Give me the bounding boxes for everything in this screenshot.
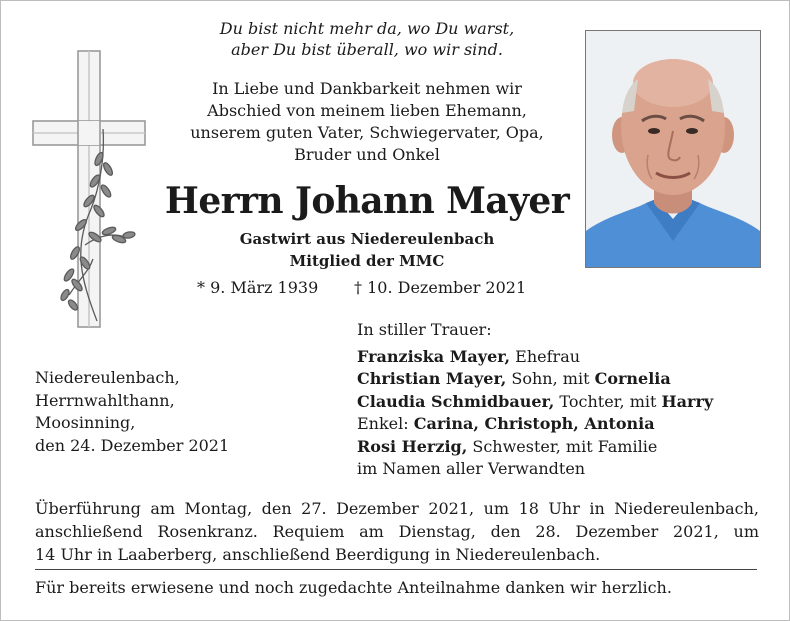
mourner-name: Claudia Schmidbauer, (357, 391, 555, 411)
birth-date: * 9. März 1939 (197, 278, 319, 297)
intro-line: Abschied von meinem lieben Ehemann, (207, 101, 527, 120)
place-line: Niedereulenbach, (35, 368, 180, 387)
mourners-list (357, 319, 777, 481)
mourners-header: In stiller Trauer: (357, 320, 492, 339)
place-line: Herrnwahlthann, (35, 390, 175, 410)
deceased-details (151, 228, 583, 272)
place-line: Moosinning, (35, 413, 136, 432)
mourner-row (357, 413, 777, 436)
deceased-membership: Mitglied der MMC (289, 252, 445, 270)
quote-line: Du bist nicht mehr da, wo Du warst, (219, 19, 515, 38)
death-date: † 10. Dezember 2021 (354, 278, 527, 297)
portrait-photo (585, 30, 761, 268)
mourner-name: Christian Mayer, (357, 369, 507, 388)
mourner-partner: Cornelia (594, 369, 671, 388)
mourner-relation: Schwester, mit Familie (467, 436, 658, 456)
grandchildren-names: Carina, Christoph, Antonia (413, 414, 655, 433)
mourner-row (357, 391, 777, 414)
place-line: den 24. Dezember 2021 (35, 435, 230, 455)
deceased-name: Herrn Johann Mayer (164, 180, 570, 222)
deceased-role: Gastwirt aus Niedereulenbach (239, 230, 495, 248)
mourner-row: im Namen aller Verwandten (357, 459, 586, 478)
quote-line: aber Du bist überall, wo wir sind. (231, 40, 503, 59)
mourner-partner: Harry (661, 391, 714, 411)
intro-line: unserem guten Vater, Schwiegervater, Opa, (190, 123, 544, 142)
mourner-relation: Ehefrau (510, 346, 581, 366)
funeral-details (35, 497, 759, 566)
funeral-line: anschließend Rosenkranz. Requiem am Dienstag, den 28. Dezember 2021, um (35, 522, 759, 541)
mourner-row (357, 436, 777, 459)
farewell-intro (151, 78, 583, 166)
grandchildren-label: Enkel: (357, 414, 414, 433)
mourner-relation: Sohn, mit (506, 369, 595, 388)
epitaph-quote (151, 18, 583, 60)
cross-icon (29, 49, 149, 329)
mourner-row (357, 368, 777, 391)
mourner-row (357, 346, 777, 369)
intro-line: Bruder und Onkel (294, 145, 440, 164)
place-and-date (35, 367, 335, 457)
funeral-line: 14 Uhr in Laaberberg, anschließend Beerdigung in Niedereulenbach. (35, 545, 601, 564)
mourner-name: Rosi Herzig, (357, 436, 468, 456)
divider (35, 569, 757, 570)
intro-line: In Liebe und Dankbarkeit nehmen wir (212, 79, 522, 98)
mourner-relation: Tochter, mit (554, 391, 662, 411)
thanks-note: Für bereits erwiesene und noch zugedachte Anteilnahme danken wir herzlich. (35, 578, 672, 597)
funeral-line: Überführung am Montag, den 27. Dezember 2021, um 18 Uhr in Niedereulenbach, (35, 499, 759, 518)
mourner-name: Franziska Mayer, (357, 346, 511, 366)
